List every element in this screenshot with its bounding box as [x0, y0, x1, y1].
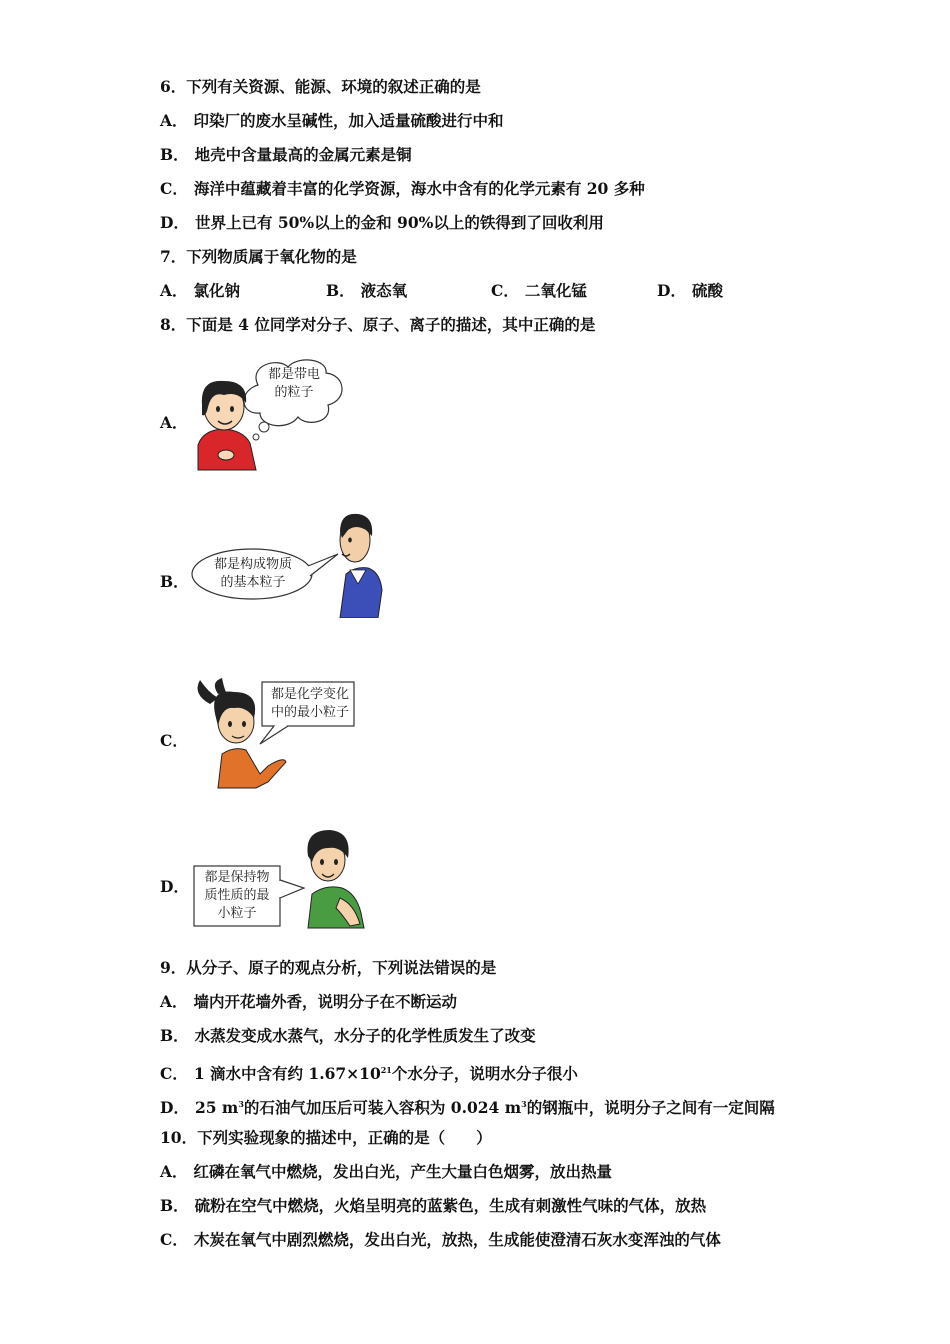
q7-stem: 7．下列物质属于氧化物的是: [160, 247, 357, 266]
q8-option-b-bubble-text: 都是构成物质 的基本粒子: [213, 557, 292, 590]
q7-option-b[interactable]: B． 液态氧: [326, 281, 408, 300]
boy-d-icon: [307, 830, 364, 928]
q9-option-d[interactable]: D． 25 $m^3$的石油气加压后可装入容积为 0.024 $m^3$的钢瓶中，说明分子之间有一定间隔: [160, 1098, 775, 1118]
q6-option-b[interactable]: B． 地壳中含量最高的金属元素是铜: [160, 145, 412, 164]
q8-option-d-label[interactable]: D．: [160, 877, 189, 896]
q10-option-c[interactable]: C． 木炭在氧气中剧烈燃烧，发出白光，放热，生成能使澄清石灰水变浑浊的气体: [160, 1230, 721, 1249]
q7-option-d[interactable]: D． 硫酸: [657, 281, 723, 300]
q8-stem: 8．下面是 4 位同学对分子、原子、离子的描述，其中正确的是: [160, 315, 596, 334]
q10-stem: 10．下列实验现象的描述中，正确的是（ ）: [160, 1128, 492, 1147]
q6-stem: 6．下列有关资源、能源、环境的叙述正确的是: [160, 77, 481, 96]
q8-option-c-bubble-text: 都是化学变化 中的最小粒子: [270, 687, 349, 720]
q10-option-a[interactable]: A． 红磷在氧气中燃烧，发出白光，产生大量白色烟雾，放出热量: [160, 1162, 613, 1181]
q8-option-c-label[interactable]: C．: [160, 731, 188, 750]
q7-option-a[interactable]: A． 氯化钠: [160, 281, 241, 300]
q10-option-b[interactable]: B． 硫粉在空气中燃烧，火焰呈明亮的蓝紫色，生成有刺激性气味的气体，放热: [160, 1196, 707, 1215]
man-b-icon: [340, 514, 382, 618]
q9-stem: 9．从分子、原子的观点分析，下列说法错误的是: [160, 958, 497, 977]
q8-option-b-label[interactable]: B．: [160, 572, 189, 591]
q8-option-a-label[interactable]: A．: [160, 413, 188, 432]
q6-option-a[interactable]: A． 印染厂的废水呈碱性，加入适量硫酸进行中和: [160, 111, 504, 130]
q9-option-a[interactable]: A． 墙内开花墙外香，说明分子在不断运动: [160, 992, 458, 1011]
q9-option-c[interactable]: C． 1 滴水中含有约 $1.67\times 10^{21}$个水分子，说明水分子很小: [160, 1064, 578, 1084]
q8-option-a-bubble-text: 都是带电 的粒子: [267, 367, 320, 400]
q6-option-d[interactable]: D． 世界上已有 50%以上的金和 90%以上的铁得到了回收利用: [160, 213, 604, 232]
q6-option-c[interactable]: C． 海洋中蕴藏着丰富的化学资源，海水中含有的化学元素有 20 多种: [160, 179, 645, 198]
q7-option-c[interactable]: C． 二氧化锰: [491, 281, 587, 300]
q8-option-d-bubble-text: 都是保持物 质性质的最 小粒子: [204, 870, 270, 921]
q9-option-b[interactable]: B． 水蒸发变成水蒸气，水分子的化学性质发生了改变: [160, 1026, 536, 1045]
